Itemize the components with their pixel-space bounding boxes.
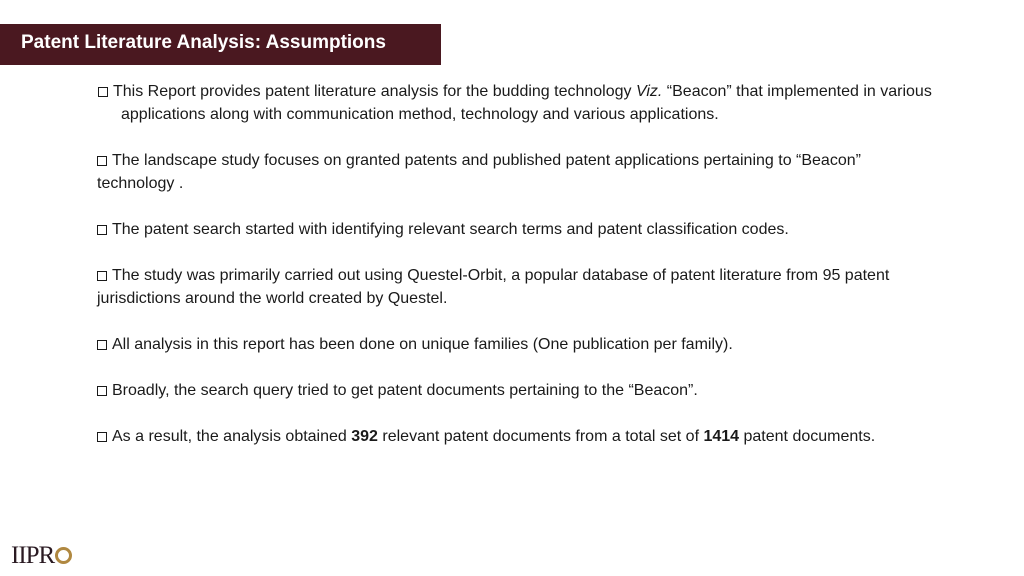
checkbox-bullet-icon [98, 87, 108, 97]
bullet-item: As a result, the analysis obtained 392 relevant patent documents from a total set of 1414 patent documents. [97, 425, 937, 448]
ring-icon [55, 547, 72, 564]
relevant-count: 392 [351, 428, 378, 445]
logo: IIPR [11, 542, 72, 570]
checkbox-bullet-icon [97, 156, 107, 166]
bullet-item: The study was primarily carried out using Questel-Orbit, a popular database of patent literature from 95 patent jurisdictions around the world created by Questel. [97, 267, 890, 307]
title-bar [0, 24, 441, 65]
bullet-item: This Report provides patent literature analysis for the budding technology Viz. “Beacon” that implemented in various applications along with communication method, technology and various applications. [97, 80, 937, 126]
bullet-list [97, 80, 937, 448]
bullet-item: Broadly, the search query tried to get patent documents pertaining to the “Beacon”. [97, 379, 937, 402]
total-count: 1414 [703, 428, 740, 445]
checkbox-bullet-icon [97, 271, 107, 281]
bullet-item: The patent search started with identifying relevant search terms and patent classification codes. [97, 218, 937, 241]
bullet-item: All analysis in this report has been done on unique families (One publication per family). [97, 333, 937, 356]
bullet-item: The landscape study focuses on granted patents and published patent applications pertaining to “Beacon” technology . [97, 152, 861, 192]
checkbox-bullet-icon [97, 432, 107, 442]
checkbox-bullet-icon [97, 386, 107, 396]
checkbox-bullet-icon [97, 340, 107, 350]
slide-title: Patent Literature Analysis: Assumptions [21, 32, 386, 53]
checkbox-bullet-icon [97, 225, 107, 235]
